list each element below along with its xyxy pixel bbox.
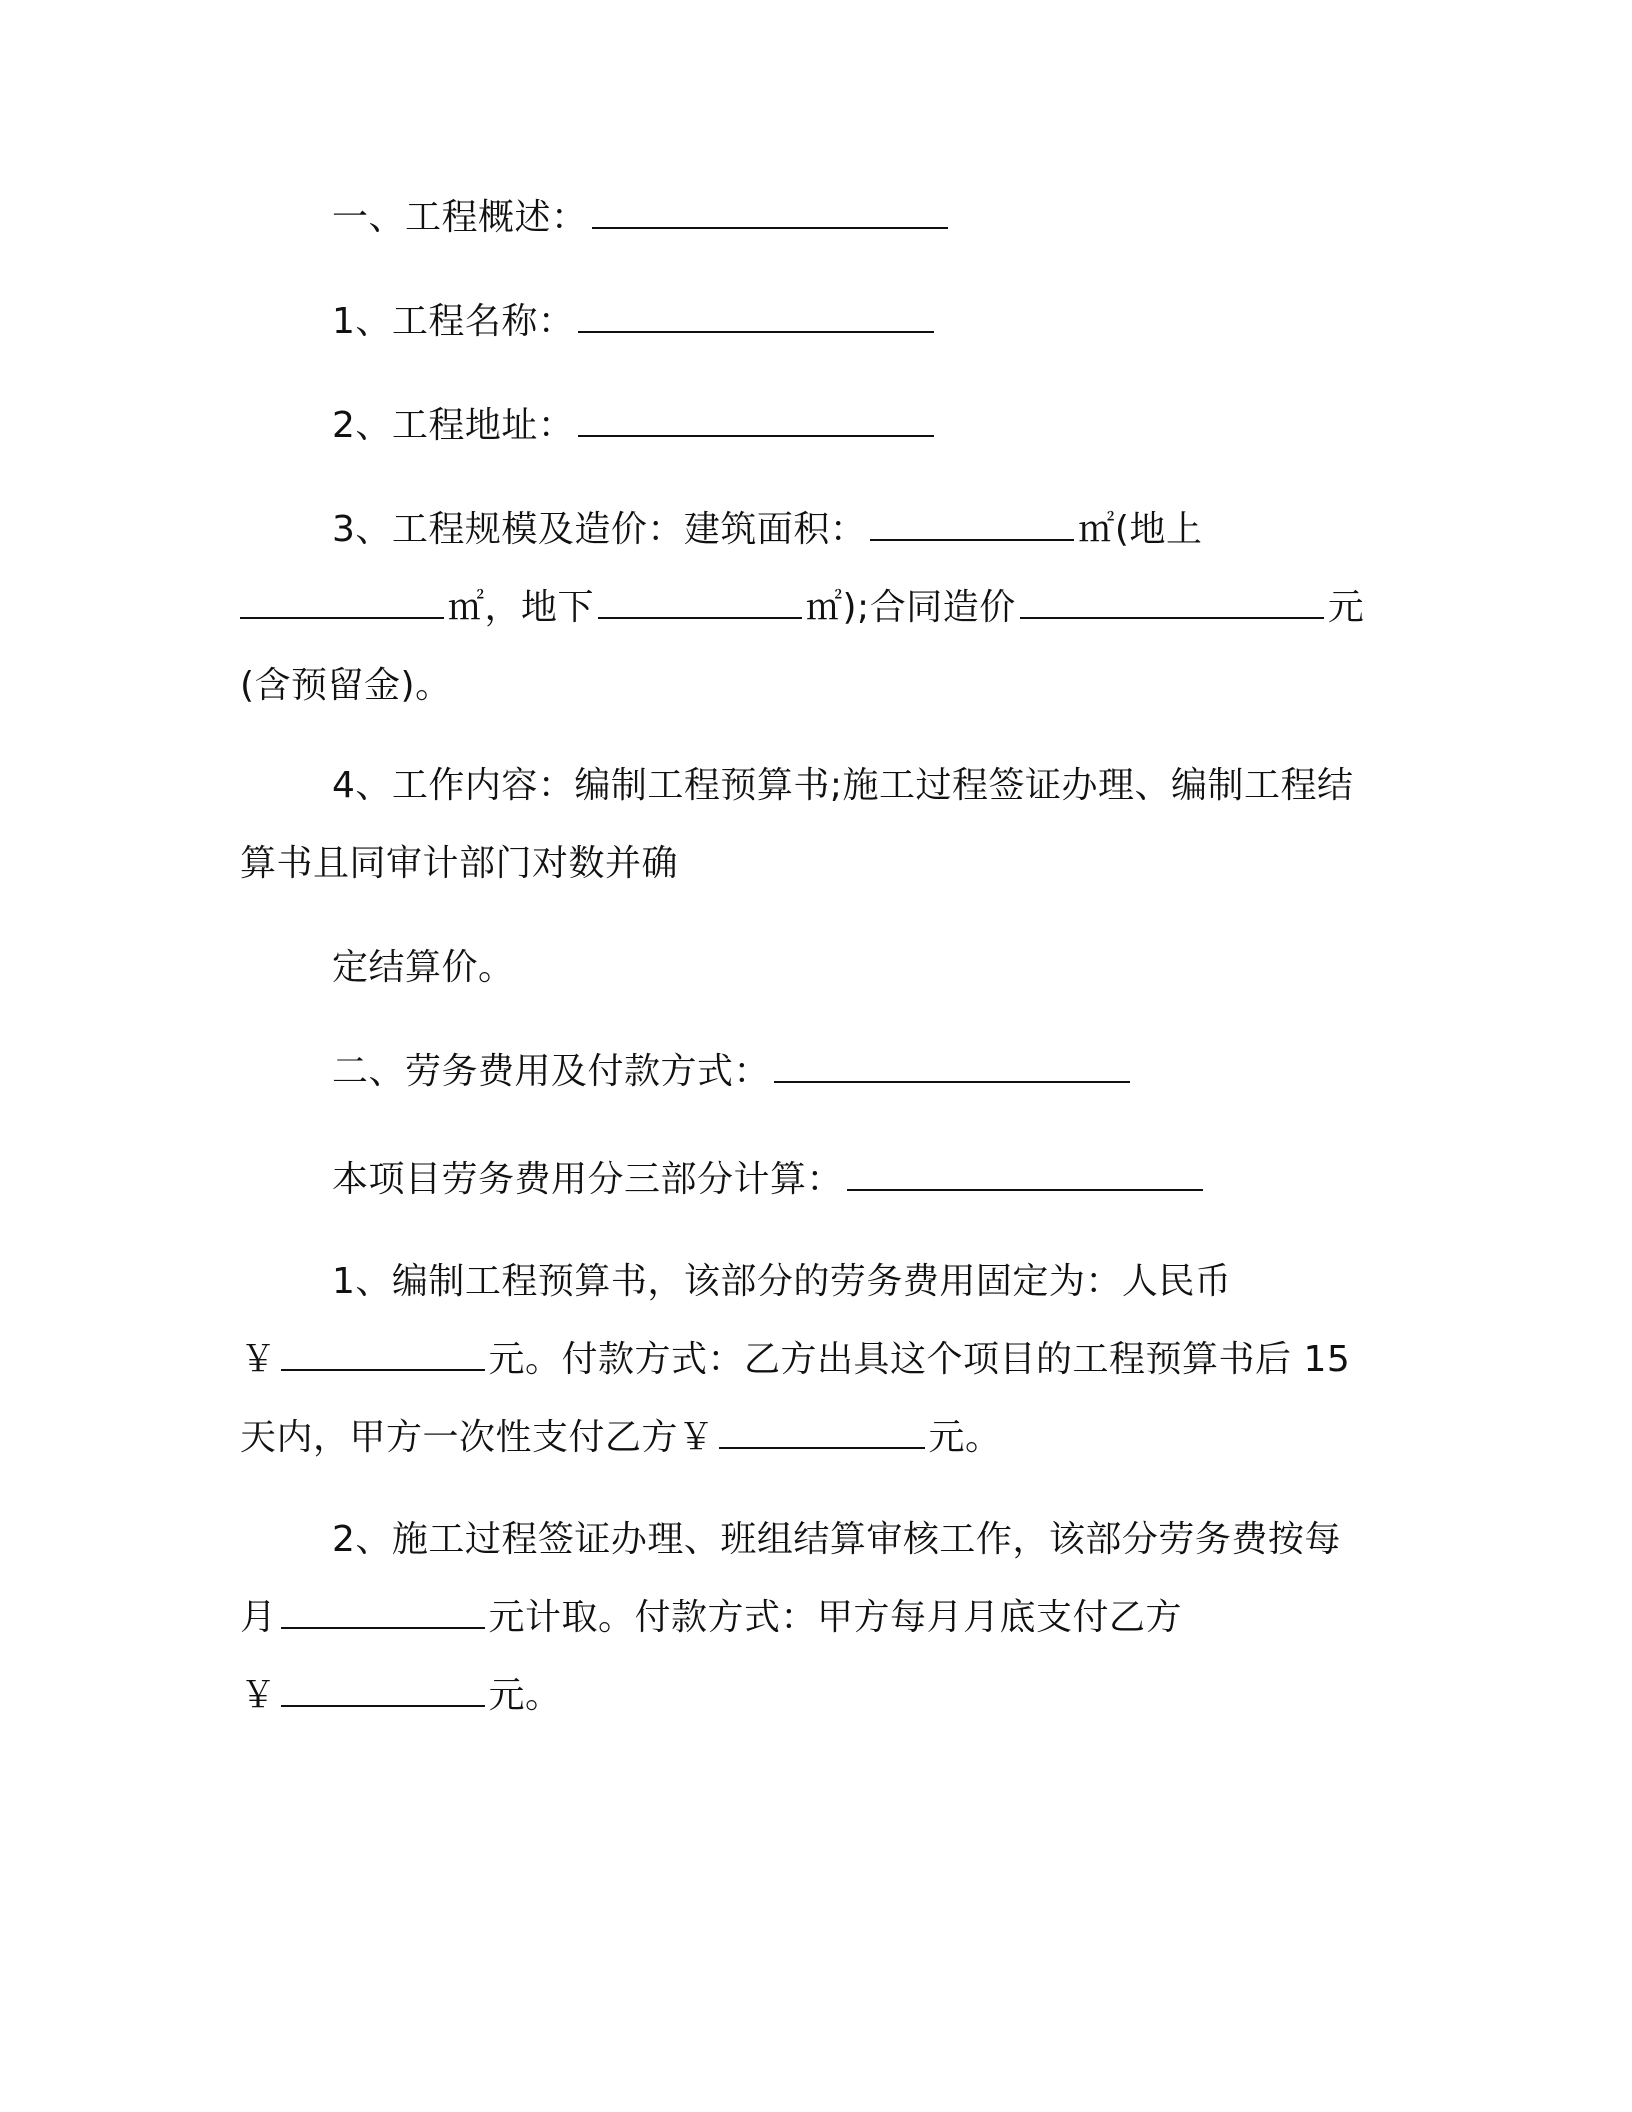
payment-2-text-1: 2、施工过程签证办理、班组结算审核工作，该部分劳务费按每 [332,1519,1341,1560]
item-work-content-line-1 [332,764,1354,808]
payment-1-text-2: 元。付款方式：乙方出具这个项目的工程预算书后 15 [488,1339,1351,1380]
item-work-content-line-3 [332,946,515,990]
item-project-address-label: 2、工程地址： [332,405,575,446]
section-2-heading [332,1050,1134,1094]
item-scale-line-2 [240,586,1364,630]
item-scale-reserve-note: (含预留金)。 [240,665,452,706]
payment-1-text-4: 元。 [928,1417,1002,1458]
item-scale-below-ground-label: ㎡，地下 [448,587,595,628]
item-work-content-text-1: 4、工作内容：编制工程预算书;施工过程签证办理、编制工程结 [332,765,1354,806]
blank-project-address [578,405,934,437]
payment-2-yen-sign: ￥ [240,1675,277,1716]
payment-1-line-3 [240,1416,1002,1460]
item-work-content-text-2: 算书且同审计部门对数并确 [240,843,679,884]
item-project-name [332,300,938,344]
section-2-intro-text: 本项目劳务费用分三部分计算： [332,1159,844,1200]
blank-budget-payment [719,1417,925,1449]
blank-project-name [578,301,934,333]
item-project-address [332,404,938,448]
payment-1-line-2 [240,1338,1350,1382]
item-scale-contract-price-label: ㎡);合同造价 [806,587,1016,628]
item-project-name-label: 1、工程名称： [332,301,575,342]
blank-contract-price [1020,587,1324,619]
item-scale-yuan: 元 [1327,587,1365,628]
item-work-content-line-2 [240,842,678,886]
payment-2-line-2 [240,1596,1182,1640]
blank-building-area [870,509,1074,541]
payment-2-text-2: 元计取。付款方式：甲方每月月底支付乙方 [488,1597,1183,1638]
payment-1-yen-sign: ￥ [240,1339,277,1380]
item-scale-label: 3、工程规模及造价：建筑面积： [332,509,867,550]
item-scale-line-3 [240,664,452,708]
payment-1-text-3: 天内，甲方一次性支付乙方￥ [240,1417,715,1458]
section-2-intro [332,1158,1207,1202]
item-scale-line-1 [332,508,1202,552]
blank-monthly-payment [281,1675,485,1707]
section-1-heading-text: 一、工程概述： [332,197,588,238]
payment-2-month-label: 月 [240,1597,277,1638]
item-scale-above-ground-label: ㎡(地上 [1078,509,1203,550]
item-work-content-text-3: 定结算价。 [332,947,515,988]
payment-2-line-3 [240,1674,562,1718]
section-1-heading [332,196,952,240]
blank-below-ground-area [598,587,802,619]
blank-above-ground-area [240,587,444,619]
payment-2-text-3: 元。 [488,1675,562,1716]
payment-2-line-1 [332,1518,1341,1562]
blank-fee-payment [774,1051,1130,1083]
payment-1-line-1 [332,1260,1231,1304]
blank-budget-fee [281,1339,485,1371]
section-2-heading-text: 二、劳务费用及付款方式： [332,1051,771,1092]
blank-fee-calculation [847,1159,1203,1191]
blank-monthly-fee [281,1597,485,1629]
blank-project-overview [592,197,948,229]
payment-1-text-1: 1、编制工程预算书，该部分的劳务费用固定为：人民币 [332,1261,1232,1302]
